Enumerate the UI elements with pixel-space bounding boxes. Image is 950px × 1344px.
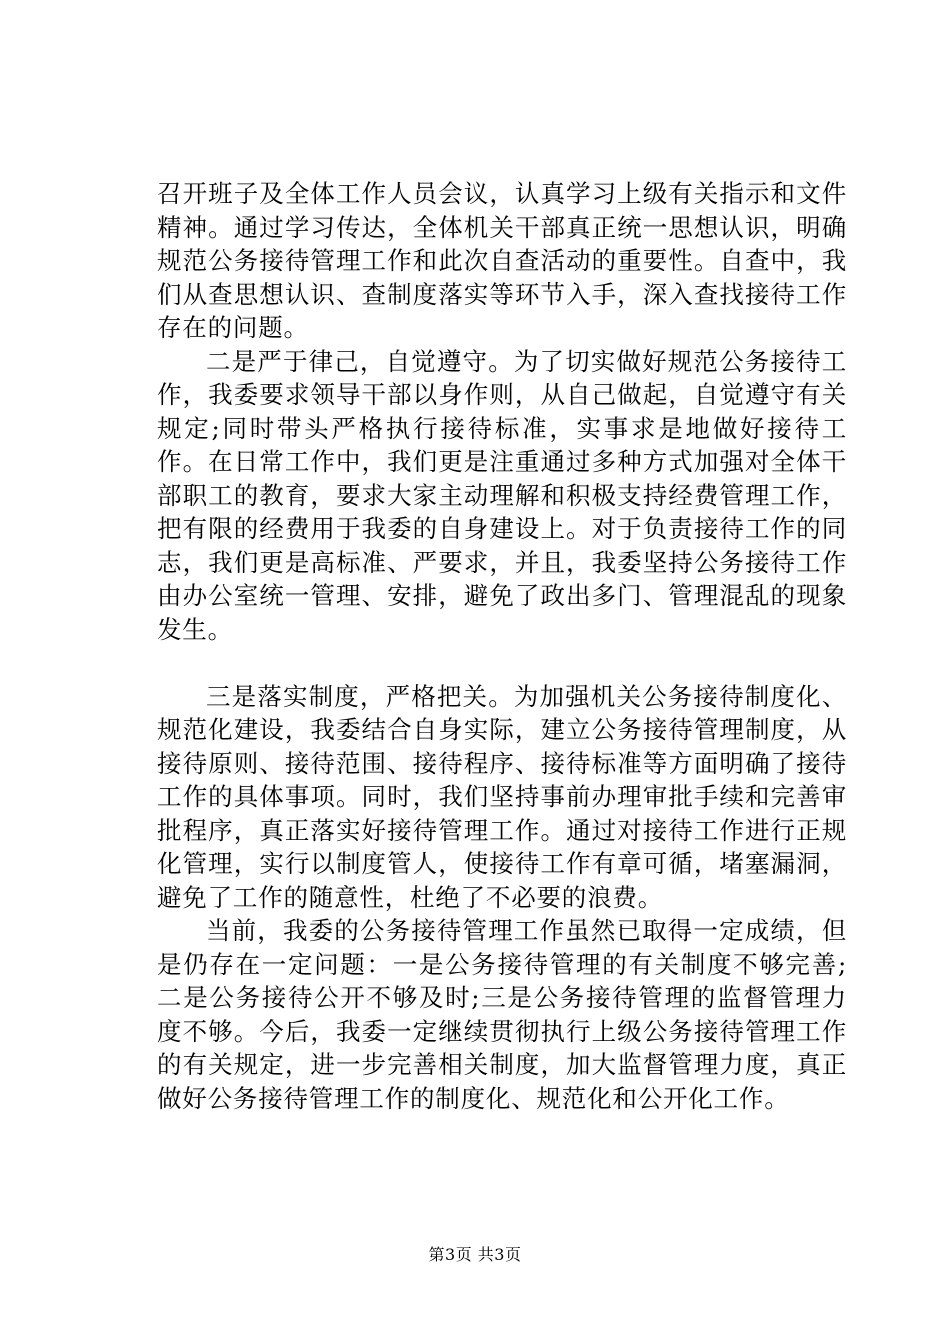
paragraph-spacer <box>157 646 847 680</box>
page-number-footer: 第3页 共3页 <box>428 1245 522 1264</box>
document-body <box>157 177 847 1115</box>
paragraph-continuation: 召开班子及全体工作人员会议，认真学习上级有关指示和文件精神。通过学习传达，全体机关干部真正统一思想认识，明确规范公务接待管理工作和此次自查活动的重要性。自查中，我们从查思想认识、查制度落实等环节入手，深入查找接待工作存在的问题。 <box>157 179 847 342</box>
paragraph-system-implementation: 三是落实制度，严格把关。为加强机关公务接待制度化、规范化建设，我委结合自身实际，建立公务接待管理制度，从接待原则、接待范围、接待程序、接待标准等方面明确了接待工作的具体事项。同时，我们坚持事前办理审批手续和完善审批程序，真正落实好接待管理工作。通过对接待工作进行正规化管理，实行以制度管人，使接待工作有章可循，堵塞漏洞，避免了工作的随意性，杜绝了不必要的浪费。 <box>157 681 847 912</box>
paragraph-current-status: 当前，我委的公务接待管理工作虽然已取得一定成绩，但是仍存在一定问题：一是公务接待管理的有关制度不够完善;二是公务接待公开不够及时;三是公务接待管理的监督管理力度不够。今后，我委一定继续贯彻执行上级公务接待管理工作的有关规定，进一步完善相关制度，加大监督管理力度，真正做好公务接待管理工作的制度化、规范化和公开化工作。 <box>157 916 847 1113</box>
paragraph-self-discipline: 二是严于律己，自觉遵守。为了切实做好规范公务接待工作，我委要求领导干部以身作则，从自己做起，自觉遵守有关规定;同时带头严格执行接待标准，实事求是地做好接待工作。在日常工作中，我们更是注重通过多种方式加强对全体干部职工的教育，要求大家主动理解和积极支持经费管理工作，把有限的经费用于我委的自身建设上。对于负责接待工作的同志，我们更是高标准、严要求，并且，我委坚持公务接待工作由办公室统一管理、安排，避免了政出多门、管理混乱的现象发生。 <box>157 346 847 644</box>
